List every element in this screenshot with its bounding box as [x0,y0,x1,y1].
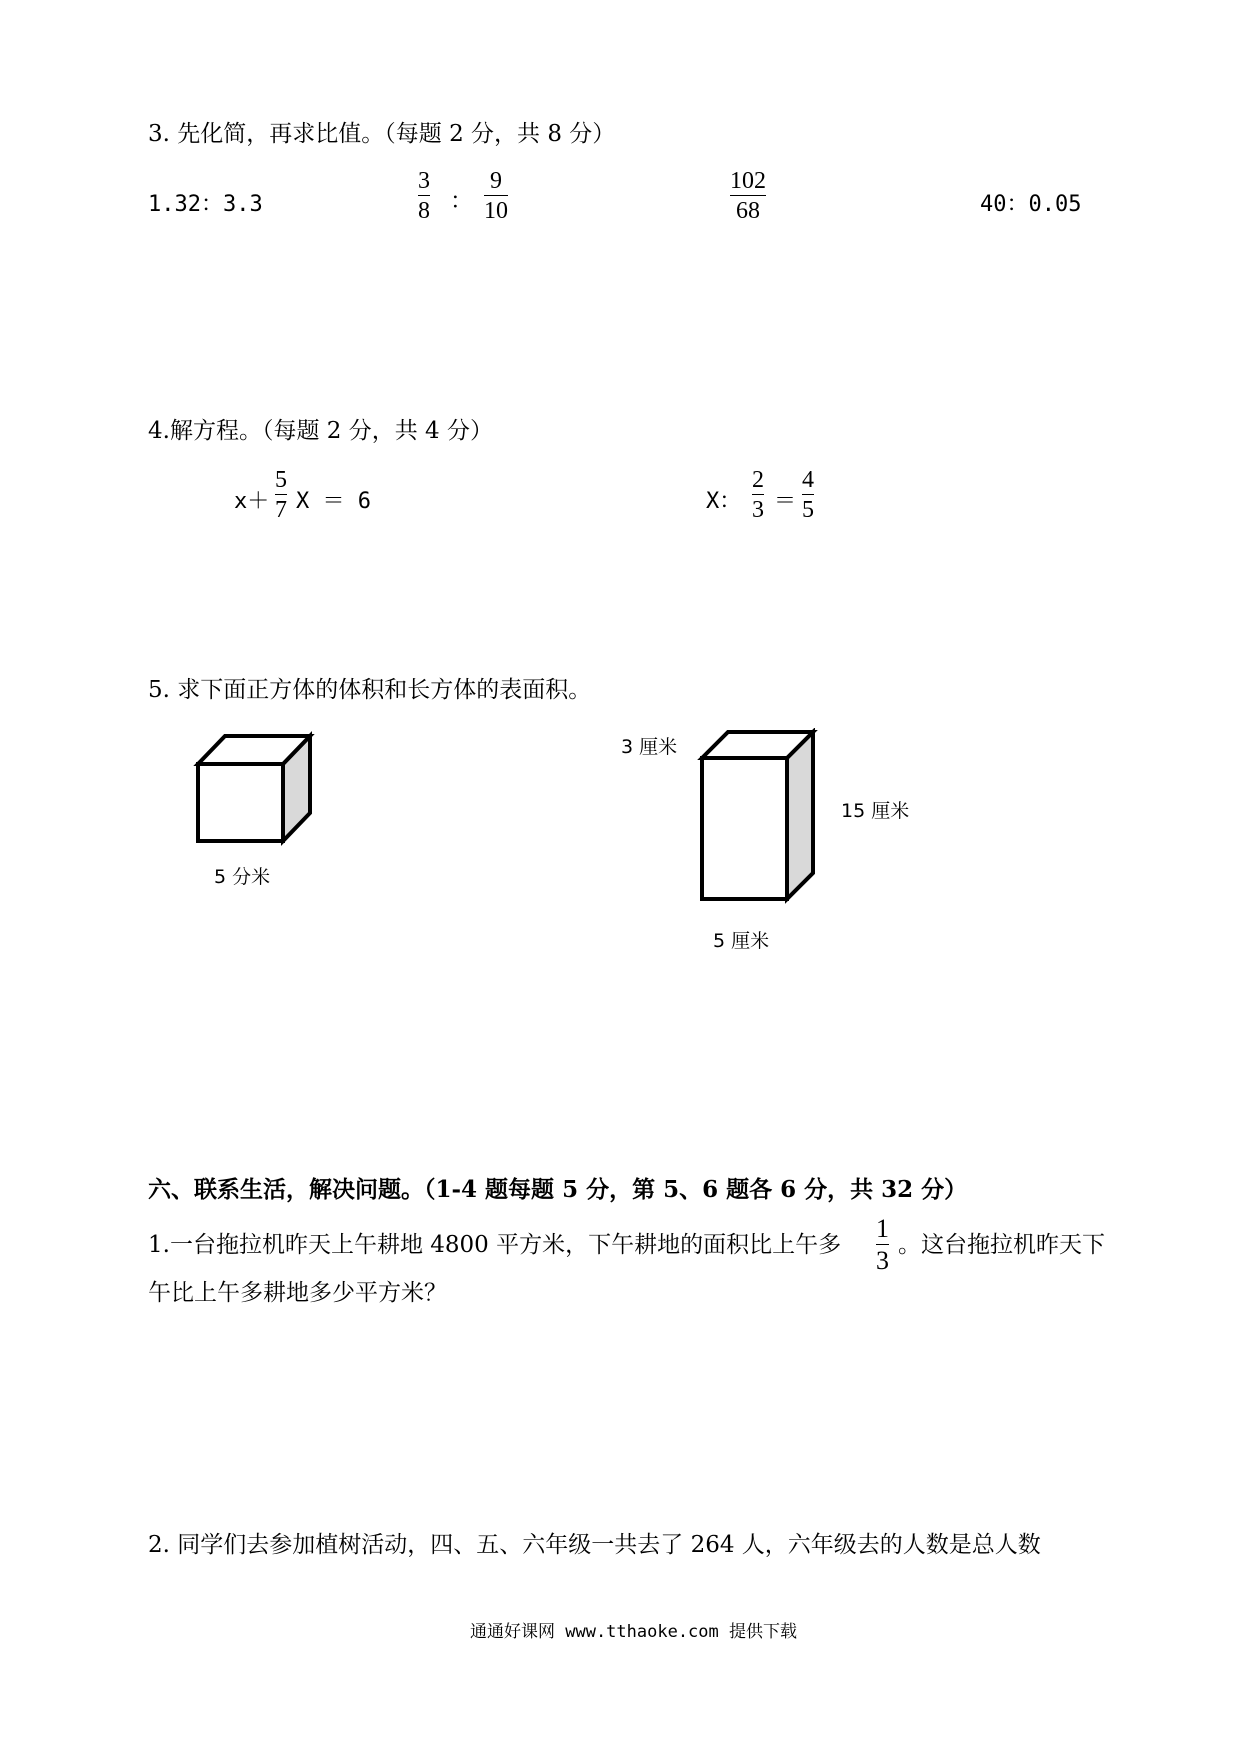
q3-expr3-fraction [730,168,766,224]
footer-text: 通通好课网 www.tthaoke.com 提供下载 [470,1622,797,1642]
q5-title: 5. 求下面正方体的体积和长方体的表面积。 [148,677,592,703]
denominator: 3 [752,497,764,523]
q3-expr2-fraction-b [484,168,508,224]
q4-eq2-equals: ＝ [774,489,797,514]
problem1-line2: 午比上午多耕地多少平方米？ [148,1280,447,1306]
problem1-fraction [876,1215,889,1275]
numerator: 4 [802,467,814,493]
cuboid-side-face [787,732,813,899]
denominator: 8 [418,198,430,224]
problem1-line1-start: 1.一台拖拉机昨天上午耕地 4800 平方米，下午耕地的面积比上午多 [148,1232,842,1258]
q3-expr4: 40：0.05 [980,192,1082,217]
q3-expr2-colon: ： [450,188,473,214]
cuboid-figure [695,728,820,906]
cuboid-width-label: 5 厘米 [713,930,770,952]
q4-eq1-fraction [275,467,287,523]
q3-title: 3. 先化简，再求比值。（每题 2 分，共 8 分） [148,121,616,147]
q4-eq2-fraction-a [752,467,764,523]
numerator: 5 [275,467,287,493]
cuboid-height-label: 15 厘米 [841,800,910,822]
q4-eq2-fraction-b [802,467,814,523]
q3-expr2-fraction-a [418,168,430,224]
denominator: 68 [736,198,760,224]
numerator: 2 [752,467,764,493]
q4-title: 4.解方程。（每题 2 分，共 4 分） [148,418,493,444]
numerator: 9 [490,168,502,194]
cube-front-face [198,764,283,841]
problem2-line1: 2. 同学们去参加植树活动，四、五、六年级一共去了 264 人，六年级去的人数是总人数 [148,1532,1041,1558]
numerator: 3 [418,168,430,194]
cube-figure [190,728,320,848]
denominator: 3 [876,1246,889,1275]
q4-eq2-prefix: X： [706,489,742,514]
q4-eq1-prefix: x＋ [234,489,270,514]
cube-label: 5 分米 [214,866,271,888]
cuboid-front-face [702,758,787,899]
q3-expr1: 1.32：3.3 [148,192,263,217]
section6-title: 六、联系生活，解决问题。（1-4 题每题 5 分，第 5、6 题各 6 分，共 32 分） [148,1176,968,1203]
cuboid-depth-label: 3 厘米 [621,736,678,758]
denominator: 5 [802,497,814,523]
denominator: 7 [275,497,287,523]
problem1-line1-end: 。这台拖拉机昨天下 [898,1232,1105,1258]
numerator: 102 [730,168,766,194]
numerator: 1 [876,1214,889,1243]
denominator: 10 [484,198,508,224]
q4-eq1-suffix: X ＝ 6 [296,489,371,514]
